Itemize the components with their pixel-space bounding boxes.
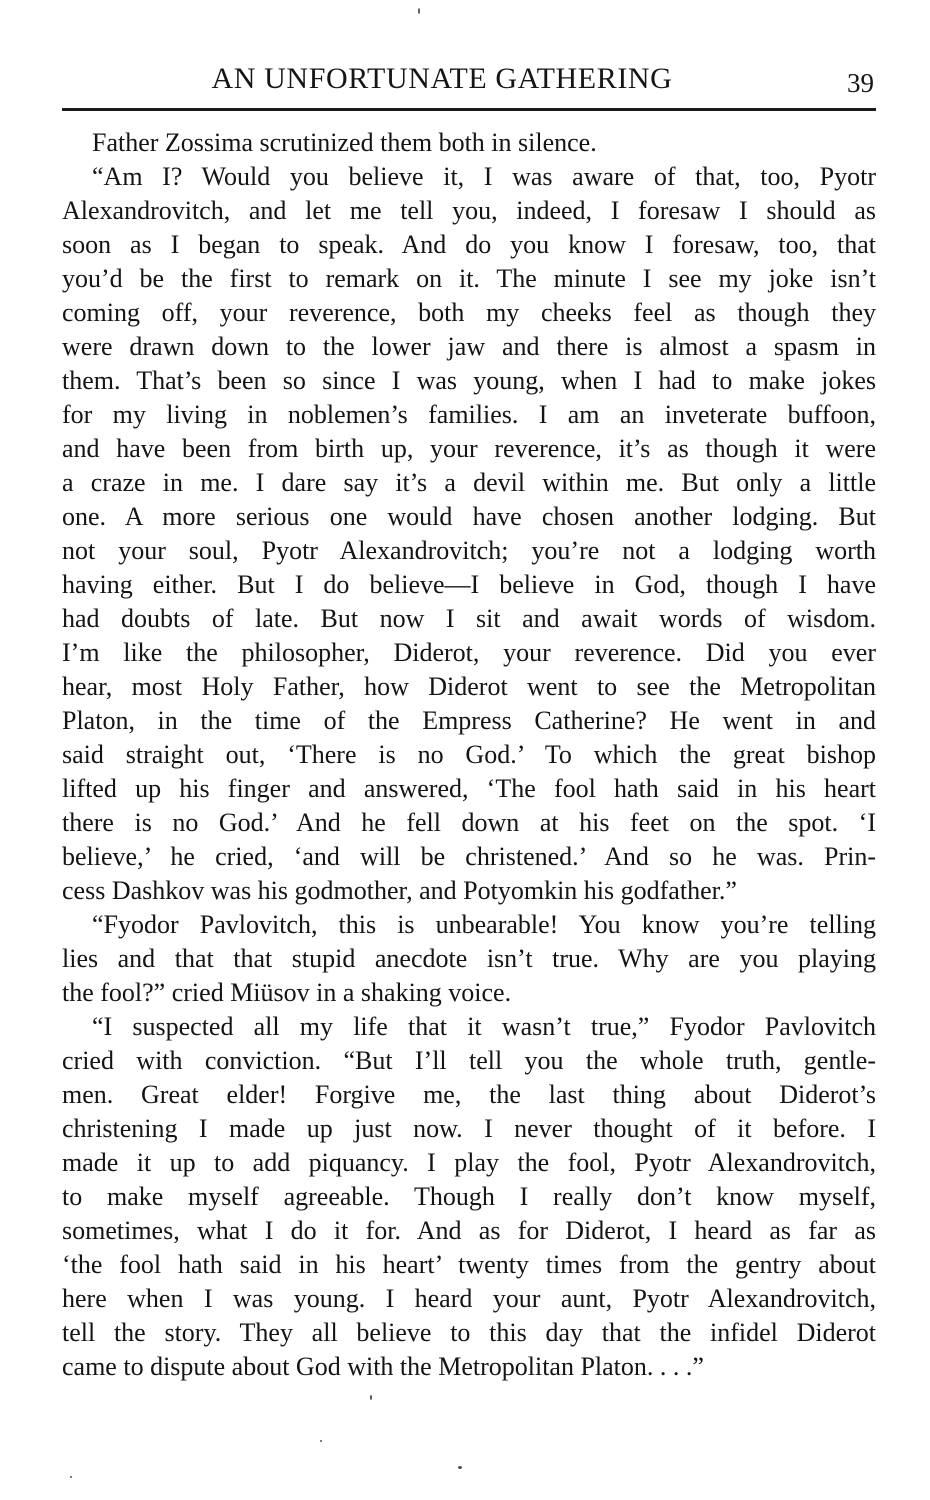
text-line: “Fyodor Pavlovitch, this is unbearable! You know you’re telling: [92, 910, 876, 939]
text-line: ‘the fool hath said in his heart’ twenty times from the gentry about: [62, 1250, 876, 1279]
text-line: coming off, your reverence, both my cheeks feel as though they: [62, 298, 876, 327]
text-line: Father Zossima scrutinized them both in silence.: [92, 128, 597, 157]
text-line: came to dispute about God with the Metropolitan Platon. . . .”: [62, 1352, 704, 1381]
text-line: and have been from birth up, your reverence, it’s as though it were: [62, 434, 876, 463]
body-text: [62, 126, 876, 1384]
text-line: men. Great elder! Forgive me, the last thing about Diderot’s: [62, 1080, 876, 1109]
text-line: to make myself agreeable. Though I really don’t know myself,: [62, 1182, 876, 1211]
text-line: I’m like the philosopher, Diderot, your reverence. Did you ever: [62, 638, 876, 667]
text-line: not your soul, Pyotr Alexandrovitch; you’re not a lodging worth: [62, 536, 876, 565]
text-line: “I suspected all my life that it wasn’t true,” Fyodor Pavlovitch: [92, 1012, 876, 1041]
scan-speck: [320, 1440, 322, 1442]
scan-speck: [458, 1466, 462, 1469]
text-line: made it up to add piquancy. I play the fool, Pyotr Alexandrovitch,: [62, 1148, 876, 1177]
page-number: 39: [847, 68, 874, 98]
header-rule: [62, 108, 876, 111]
text-line: you’d be the first to remark on it. The minute I see my joke isn’t: [62, 264, 876, 293]
text-line: were drawn down to the lower jaw and there is almost a spasm in: [62, 332, 876, 361]
text-line: soon as I began to speak. And do you know I foresaw, too, that: [62, 230, 876, 259]
text-line: tell the story. They all believe to this day that the infidel Diderot: [62, 1318, 876, 1347]
text-line: Alexandrovitch, and let me tell you, indeed, I foresaw I should as: [62, 196, 876, 225]
text-line: hear, most Holy Father, how Diderot went to see the Metropolitan: [62, 672, 876, 701]
text-line: them. That’s been so since I was young, when I had to make jokes: [62, 366, 876, 395]
text-line: lies and that that stupid anecdote isn’t true. Why are you playing: [62, 944, 876, 973]
text-line: having either. But I do believe—I believe in God, though I have: [62, 570, 876, 599]
text-line: christening I made up just now. I never thought of it before. I: [62, 1114, 876, 1143]
scan-speck: [370, 1395, 372, 1400]
text-line: here when I was young. I heard your aunt, Pyotr Alexandrovitch,: [62, 1284, 876, 1313]
text-line: for my living in noblemen’s families. I am an inveterate buffoon,: [62, 400, 876, 429]
text-line: there is no God.’ And he fell down at his feet on the spot. ‘I: [62, 808, 876, 837]
text-line: Platon, in the time of the Empress Catherine? He went in and: [62, 706, 876, 735]
text-line: the fool?” cried Miüsov in a shaking voice.: [62, 978, 512, 1007]
text-line: one. A more serious one would have chosen another lodging. But: [62, 502, 876, 531]
running-head: [62, 58, 876, 100]
text-line: said straight out, ‘There is no God.’ To which the great bishop: [62, 740, 876, 769]
text-line: cried with conviction. “But I’ll tell you the whole truth, gentle-: [62, 1046, 876, 1075]
text-line: a craze in me. I dare say it’s a devil within me. But only a little: [62, 468, 876, 497]
text-line: sometimes, what I do it for. And as for Diderot, I heard as far as: [62, 1216, 876, 1245]
text-line: “Am I? Would you believe it, I was aware of that, too, Pyotr: [92, 162, 876, 191]
text-line: had doubts of late. But now I sit and await words of wisdom.: [62, 604, 876, 633]
text-line: cess Dashkov was his godmother, and Potyomkin his godfather.”: [62, 876, 737, 905]
scan-speck: [70, 1476, 72, 1478]
text-line: believe,’ he cried, ‘and will be christened.’ And so he was. Prin-: [62, 842, 876, 871]
scan-speck: [418, 8, 420, 14]
running-title: AN UNFORTUNATE GATHERING: [211, 62, 673, 95]
text-line: lifted up his finger and answered, ‘The fool hath said in his heart: [62, 774, 876, 803]
